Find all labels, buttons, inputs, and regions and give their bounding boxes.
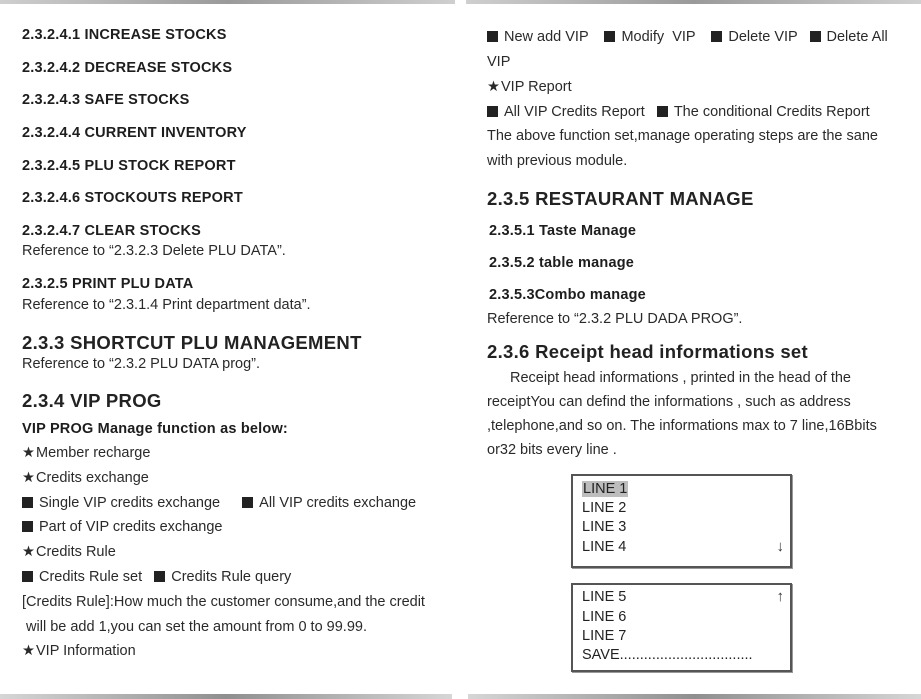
all-vip-text: All VIP credits exchange [259, 495, 417, 511]
vip-prog-heading: 2.3.4 VIP PROG [22, 390, 162, 411]
print-plu-reference: Reference to “2.3.1.4 Print department data”. [22, 297, 311, 313]
credits-rule-line [22, 544, 116, 560]
credits-rule-text: Credits Rule [36, 544, 116, 560]
modify-vip-text: Modify VIP [621, 29, 696, 45]
combo-manage-heading: 2.3.5.3Combo manage [489, 287, 646, 303]
down-arrow-icon: ↓ [776, 538, 784, 555]
vip-actions-cont: VIP [487, 54, 511, 70]
credits-report-line [487, 104, 870, 120]
top-rule-right [466, 0, 921, 4]
taste-manage-heading: 2.3.5.1 Taste Manage [489, 223, 637, 239]
vip-prog-subheading: VIP PROG Manage function as below: [22, 421, 288, 437]
square-bullet-icon [22, 571, 33, 582]
part-vip-text: Part of VIP credits exchange [39, 519, 223, 535]
lcd2-line-2: LINE 6 [582, 609, 627, 625]
part-vip-line [22, 519, 223, 535]
star-icon: ★ [22, 445, 35, 461]
single-vip-text: Single VIP credits exchange [39, 495, 221, 511]
star-icon: ★ [487, 79, 500, 95]
lcd-screen-1 [571, 474, 792, 568]
lcd1-line-4: LINE 4 [582, 539, 627, 555]
shortcut-plu-reference: Reference to “2.3.2 PLU DATA prog”. [22, 356, 261, 372]
new-add-vip-text: New add VIP [504, 29, 589, 45]
square-bullet-icon [487, 106, 498, 117]
vip-actions-line [487, 29, 888, 45]
delete-vip-text: Delete VIP [728, 29, 798, 45]
stock-item-6: 2.3.2.4.6 STOCKOUTS REPORT [22, 190, 243, 206]
credits-rule-options-line [22, 569, 291, 585]
table-manage-heading: 2.3.5.2 table manage [489, 255, 635, 271]
lcd-screen-2 [571, 583, 792, 672]
receipt-desc-3: ,telephone,and so on. The informations max to 7 line,16Bbits [487, 418, 877, 434]
credits-rule-desc-2: will be add 1,you can set the amount from 0 to 99.99. [22, 619, 367, 635]
square-bullet-icon [242, 497, 253, 508]
square-bullet-icon [22, 521, 33, 532]
receipt-desc-2: receiptYou can defind the informations , such as address [487, 394, 851, 410]
lcd1-line-3: LINE 3 [582, 519, 627, 535]
conditional-report-text: The conditional Credits Report [673, 104, 870, 120]
function-set-para-1: The above function set,manage operating steps are the sane [487, 128, 878, 144]
credits-rule-desc-1: [Credits Rule]:How much the customer consume,and the credit [22, 594, 425, 610]
bottom-rule-left [0, 694, 452, 699]
stock-item-5: 2.3.2.4.5 PLU STOCK REPORT [22, 158, 236, 174]
vip-information-text: VIP Information [36, 643, 136, 659]
member-recharge-text: Member recharge [36, 445, 151, 461]
all-credits-report-text: All VIP Credits Report [504, 104, 645, 120]
member-recharge-line [22, 445, 150, 461]
stock-item-3: 2.3.2.4.3 SAFE STOCKS [22, 92, 190, 108]
bottom-rule-right [468, 694, 921, 699]
square-bullet-icon [711, 31, 722, 42]
credits-exchange-text: Credits exchange [36, 470, 149, 486]
vip-exchange-line [22, 495, 416, 511]
lcd2-line-4: SAVE................................. [582, 647, 753, 663]
receipt-desc-1: Receipt head informations , printed in the head of the [510, 370, 851, 386]
square-bullet-icon [487, 31, 498, 42]
square-bullet-icon [154, 571, 165, 582]
clear-stocks-reference: Reference to “2.3.2.3 Delete PLU DATA”. [22, 243, 286, 259]
square-bullet-icon [657, 106, 668, 117]
star-icon: ★ [22, 470, 35, 486]
lcd2-line-1: LINE 5 [582, 589, 627, 605]
delete-all-text: Delete All [826, 29, 888, 45]
restaurant-manage-heading: 2.3.5 RESTAURANT MANAGE [487, 188, 754, 209]
lcd1-line-1-selected: LINE 1 [583, 481, 628, 497]
stock-item-1: 2.3.2.4.1 INCREASE STOCKS [22, 27, 227, 43]
top-rule-left [0, 0, 455, 4]
vip-report-line [487, 79, 572, 95]
square-bullet-icon [810, 31, 821, 42]
receipt-desc-4: or32 bits every line . [487, 442, 617, 458]
up-arrow-icon: ↑ [776, 588, 784, 605]
vip-report-text: VIP Report [501, 79, 572, 95]
lcd1-line-1 [582, 481, 628, 497]
lcd2-line-3: LINE 7 [582, 628, 627, 644]
receipt-head-heading: 2.3.6 Receipt head informations set [487, 341, 808, 362]
stock-item-4: 2.3.2.4.4 CURRENT INVENTORY [22, 125, 247, 141]
credits-exchange-line [22, 470, 149, 486]
vip-information-line [22, 643, 136, 659]
credits-rule-query-text: Credits Rule query [171, 569, 292, 585]
lcd1-line-2: LINE 2 [582, 500, 627, 516]
print-plu-heading: 2.3.2.5 PRINT PLU DATA [22, 276, 194, 292]
star-icon: ★ [22, 544, 35, 560]
square-bullet-icon [22, 497, 33, 508]
shortcut-plu-heading: 2.3.3 SHORTCUT PLU MANAGEMENT [22, 332, 362, 353]
combo-manage-reference: Reference to “2.3.2 PLU DADA PROG”. [487, 311, 743, 327]
star-icon: ★ [22, 643, 35, 659]
credits-rule-set-text: Credits Rule set [39, 569, 143, 585]
function-set-para-2: with previous module. [487, 153, 628, 169]
stock-item-2: 2.3.2.4.2 DECREASE STOCKS [22, 60, 233, 76]
stock-item-7: 2.3.2.4.7 CLEAR STOCKS [22, 223, 201, 239]
square-bullet-icon [604, 31, 615, 42]
